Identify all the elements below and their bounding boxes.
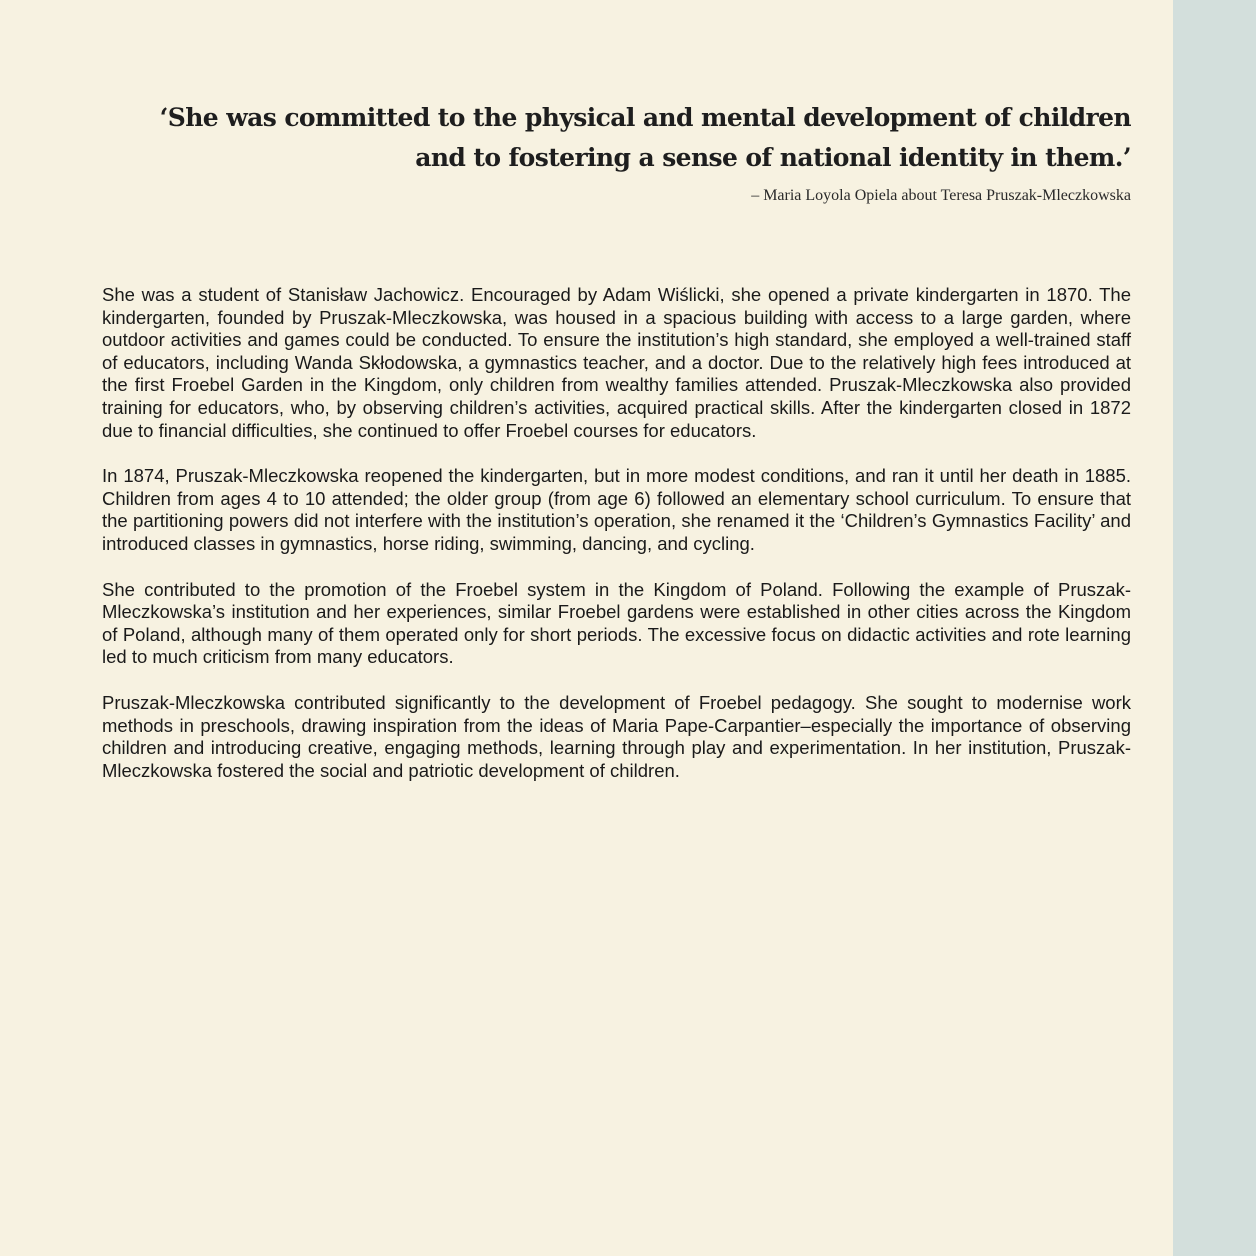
body-text [102, 284, 1131, 805]
paragraph-2: In 1874, Pruszak-Mleczkowska reopened the kindergarten, but in more modest conditions, and ran it until her death in 1885. Children from ages 4 to 10 attended; the older group (from age 6) followed an elementary school curriculum. To ensure that the partitioning powers did not interfere with the institution’s operation, she renamed it the ‘Children’s Gymnastics Facility’ and introduced classes in gymnastics, horse riding, swimming, dancing, and cycling. [102, 465, 1131, 554]
quote-attribution: – Maria Loyola Opiela about Teresa Pruszak-Mleczkowska [751, 187, 1131, 204]
quote-line-1: ‘She was committed to the physical and mental development of children [159, 103, 1131, 132]
side-band [1173, 0, 1256, 1256]
paragraph-1: She was a student of Stanisław Jachowicz. Encouraged by Adam Wiślicki, she opened a private kindergarten in 1870. The kindergarten, founded by Pruszak-Mleczkowska, was housed in a spacious building with access to a large garden, where outdoor activities and games could be conducted. To ensure the institution’s high standard, she employed a well-trained staff of educators, including Wanda Skłodowska, a gymnastics teacher, and a doctor. Due to the relatively high fees introduced at the first Froebel Garden in the Kingdom, only children from wealthy families attended. Pruszak-Mleczkowska also provided training for educators, who, by observing children’s activities, acquired practical skills. After the kindergarten closed in 1872 due to financial difficulties, she continued to offer Froebel courses for educators. [102, 284, 1131, 441]
paragraph-3: She contributed to the promotion of the Froebel system in the Kingdom of Poland. Following the example of Pruszak-Mleczkowska’s institution and her experiences, similar Froebel gardens were established in other cities across the Kingdom of Poland, although many of them operated only for short periods. The excessive focus on didactic activities and rote learning led to much criticism from many educators. [102, 578, 1131, 668]
quote-line-2: and to fostering a sense of national identity in them.’ [415, 143, 1131, 172]
pull-quote [102, 98, 1131, 206]
paragraph-4: Pruszak-Mleczkowska contributed significantly to the development of Froebel pedagogy. She sought to modernise work methods in preschools, drawing inspiration from the ideas of Maria Pape-Carpantier–especially the importance of observing children and introducing creative, engaging methods, learning through play and experimentation. In her institution, Pruszak-Mleczkowska fostered the social and patriotic development of children. [102, 691, 1131, 781]
